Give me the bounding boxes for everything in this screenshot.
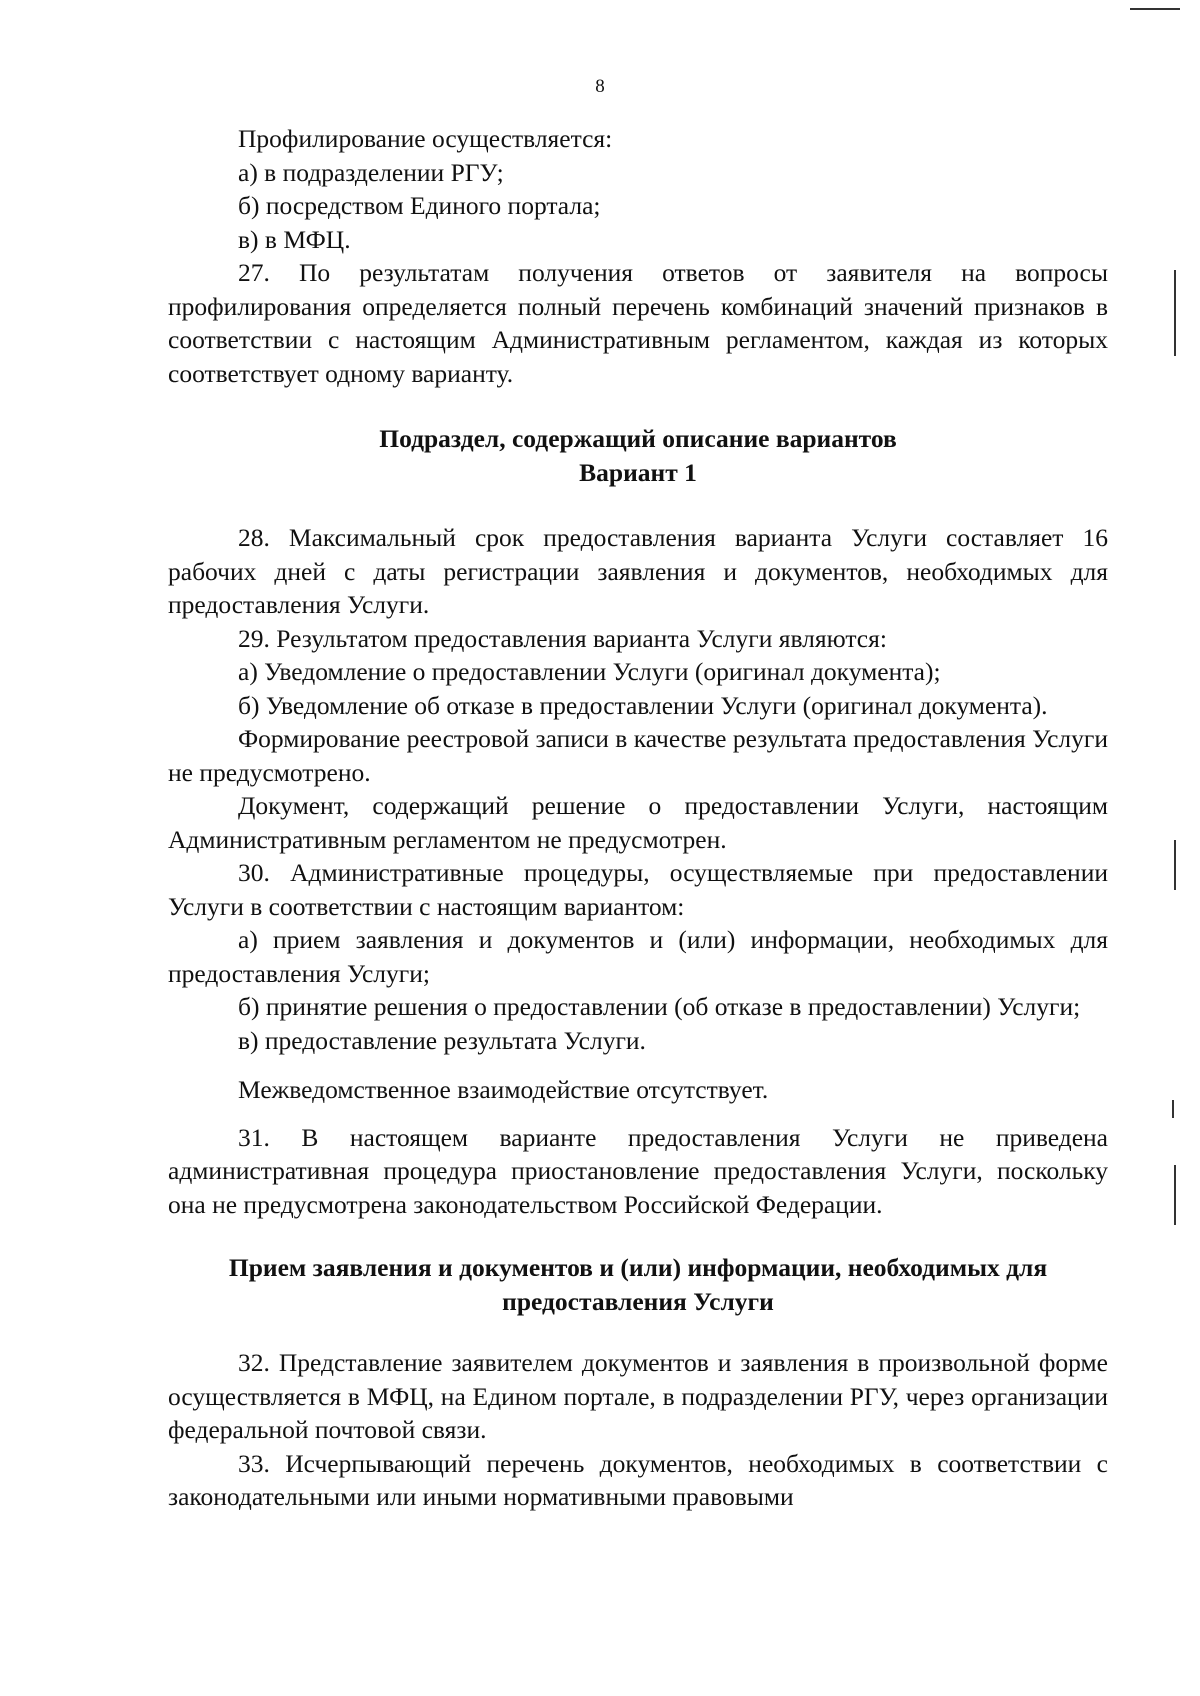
list-item: б) Уведомление об отказе в предоставлении Услуги (оригинал документа). xyxy=(238,690,1048,720)
paragraph: 33. Исчерпывающий перечень документов, необходимых в соответствии с законодательными или иными нормативными правовыми xyxy=(168,1448,1108,1511)
section-heading: Прием заявления и документов и (или) информации, необходимых для предоставления Услуги xyxy=(228,1253,1048,1316)
list-item: в) предоставление результата Услуги. xyxy=(238,1025,646,1055)
scan-artifact-margin-line xyxy=(1174,840,1176,890)
paragraph: 32. Представление заявителем документов и заявления в произвольной форме осуществляется в МФЦ, на Едином портале, в подразделении РГУ, через организации федеральной почтовой связи. xyxy=(168,1348,1108,1444)
list-item: в) в МФЦ. xyxy=(238,224,351,254)
document-body xyxy=(168,122,1108,1514)
paragraph: 30. Административные процедуры, осуществляемые при предоставлении Услуги в соответствии с настоящим вариантом: xyxy=(168,858,1108,921)
section-heading xyxy=(168,422,1108,489)
scan-artifact-margin-line xyxy=(1172,1100,1174,1118)
paragraph: Профилирование осуществляется: xyxy=(238,124,613,153)
paragraph: 27. По результатам получения ответов от заявителя на вопросы профилирования определяется полный перечень комбинаций значений признаков в соответствии с настоящим Административным регламентом, каждая из которых соответствует одному варианту. xyxy=(168,258,1108,388)
paragraph: Формирование реестровой записи в качестве результата предоставления Услуги не предусмотрено. xyxy=(168,724,1108,787)
variant-heading: Вариант 1 xyxy=(579,457,697,487)
list-item: б) посредством Единого портала; xyxy=(238,191,601,220)
paragraph: 28. Максимальный срок предоставления варианта Услуги составляет 16 рабочих дней с даты регистрации заявления и документов, необходимых для предоставления Услуги. xyxy=(168,523,1108,619)
paragraph: Межведомственное взаимодействие отсутствует. xyxy=(238,1075,769,1104)
scan-artifact-top-right xyxy=(1130,8,1180,10)
list-item: а) прием заявления и документов и (или) информации, необходимых для предоставления Услуги; xyxy=(168,925,1108,988)
page-number: 8 xyxy=(595,76,605,97)
paragraph: Документ, содержащий решение о предоставлении Услуги, настоящим Административным регламентом не предусмотрен. xyxy=(168,791,1108,854)
list-item: б) принятие решения о предоставлении (об отказе в предоставлении) Услуги; xyxy=(238,992,1081,1021)
paragraph: 29. Результатом предоставления варианта Услуги являются: xyxy=(238,623,887,653)
list-item: а) в подразделении РГУ; xyxy=(238,157,504,187)
list-item: а) Уведомление о предоставлении Услуги (оригинал документа); xyxy=(238,657,941,686)
scan-artifact-margin-line xyxy=(1174,270,1176,356)
scan-artifact-margin-line xyxy=(1174,1165,1176,1225)
section-heading-line: Подраздел, содержащий описание вариантов xyxy=(379,424,897,453)
paragraph: 31. В настоящем варианте предоставления Услуги не приведена административная процедура приостановление предоставления Услуги, поскольку она не предусмотрена законодательством Российской Федерации. xyxy=(168,1122,1108,1219)
